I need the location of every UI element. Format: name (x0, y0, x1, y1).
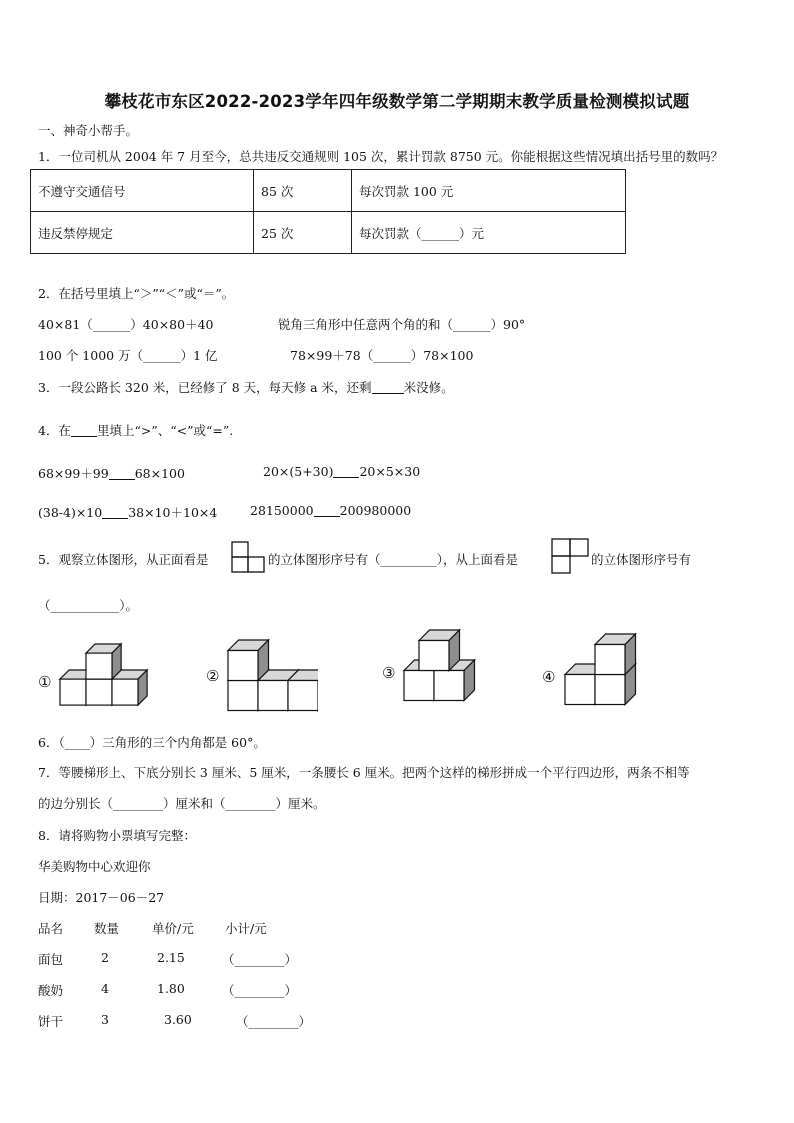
q4-item-c (38, 503, 217, 521)
question-4 (38, 421, 233, 439)
cube-face (258, 681, 288, 711)
answer-cell[interactable]: 每次罚款（______）元 (352, 212, 626, 254)
q4-expr: 28150000 (250, 503, 314, 518)
q4-expr: (38-4)×10 (38, 505, 103, 520)
receipt-store-name: 华美购物中心欢迎你 (38, 859, 151, 874)
table-row (31, 212, 626, 254)
cube-face (86, 679, 112, 705)
cube-figure-1 (58, 642, 150, 712)
cube-face (288, 681, 318, 711)
q3-text-post: 米没修。 (403, 380, 454, 395)
table-cell: 25 次 (254, 212, 352, 254)
q4-expr: 68×100 (134, 466, 185, 481)
cube-face (595, 645, 625, 675)
q4-item-d (250, 503, 411, 518)
table-cell: 每次罚款 100 元 (352, 170, 626, 212)
page-title: 攀枝花市东区2022-2023学年四年级数学第二学期期末教学质量检测模拟试题 (104, 92, 690, 111)
table-cell: 违反禁停规定 (31, 212, 254, 254)
receipt-item-price: 3.60 (164, 1012, 192, 1027)
q5-text-part3: 的立体图形序号有 (591, 552, 692, 567)
figure-label-3: ③ (382, 664, 396, 682)
question-6[interactable]: 6．（____）三角形的三个内角都是 60°。 (38, 735, 266, 750)
q7-line-1: 7．等腰梯形上、下底分别长 3 厘米、5 厘米，一条腰长 6 厘米。把两个这样的梯形拼成一个平行四边形，两条不相等 (38, 765, 690, 780)
q4-item-b (263, 464, 420, 479)
q4-expr: 20×(5+30) (263, 464, 334, 479)
answer-blank[interactable] (109, 467, 135, 480)
cube-figure-4 (563, 632, 655, 712)
figure-label-1: ① (38, 673, 52, 691)
q4-item-a (38, 464, 185, 482)
cube-figure-2 (226, 638, 318, 718)
receipt-item-subtotal[interactable]: （________） (222, 983, 298, 998)
q2-item-c[interactable]: 100 个 1000 万（______）1 亿 (38, 348, 218, 363)
q2-item-a[interactable]: 40×81（______）40×80＋40 (38, 317, 214, 332)
q4-expr: 38×10＋10×4 (128, 505, 218, 520)
receipt-header-subtotal: 小计/元 (225, 921, 267, 936)
table-row (31, 170, 626, 212)
question-1-text: 1．一位司机从 2004 年 7 月至今，总共违反交通规则 105 次，累计罚款 8750 元。你能根据这些情况填出括号里的数吗？ (38, 149, 724, 164)
cube-face (60, 679, 86, 705)
q5-text-part4[interactable]: （___________）。 (38, 598, 139, 613)
q2-item-b[interactable]: 锐角三角形中任意两个角的和（______）90° (278, 317, 526, 332)
receipt-item-subtotal[interactable]: （________） (222, 952, 298, 967)
receipt-item-name: 酸奶 (38, 983, 64, 998)
receipt-item-name: 饼干 (38, 1014, 64, 1029)
table-cell: 不遵守交通信号 (31, 170, 254, 212)
receipt-item-subtotal[interactable]: （________） (236, 1014, 312, 1029)
cube-face (595, 675, 625, 705)
question-8-text: 8．请将购物小票填写完整： (38, 828, 196, 843)
cube-face (86, 653, 112, 679)
receipt-item-qty: 4 (101, 981, 109, 996)
violation-table (30, 169, 626, 254)
answer-blank[interactable] (314, 504, 340, 517)
receipt-header-qty: 数量 (94, 921, 120, 936)
answer-blank[interactable] (333, 465, 359, 478)
cube-figure-3 (402, 628, 494, 708)
section-heading: 一、神奇小帮手。 (38, 123, 139, 138)
receipt-date: 日期：2017－06－27 (38, 890, 165, 905)
q2-item-d[interactable]: 78×99＋78（______）78×100 (290, 348, 474, 363)
cube-face (112, 679, 138, 705)
front-view-shape-icon (231, 541, 265, 573)
cube-face (434, 671, 464, 701)
q4-text-pre: 4．在 (38, 423, 71, 438)
receipt-item-qty: 3 (101, 1012, 109, 1027)
receipt-item-price: 1.80 (157, 981, 185, 996)
q5-text-part2: 的立体图形序号有（_________），从上面看是 (268, 552, 519, 567)
cube-face (565, 675, 595, 705)
receipt-item-name: 面包 (38, 952, 64, 967)
q3-text-pre: 3．一段公路长 320 米，已经修了 8 天，每天修 a 米，还剩 (38, 380, 372, 395)
receipt-item-qty: 2 (101, 950, 109, 965)
q4-expr: 20×5×30 (359, 464, 421, 479)
figure-label-2: ② (206, 667, 220, 685)
answer-blank[interactable] (102, 506, 128, 519)
q5-text-part1: 5．观察立体图形，从正面看是 (38, 552, 209, 567)
q7-line-2[interactable]: 的边分别长（________）厘米和（________）厘米。 (38, 796, 326, 811)
figure-label-4: ④ (542, 668, 556, 686)
q4-text-post: 里填上“>”、“<”或“=”. (96, 423, 234, 438)
receipt-header-item: 品名 (38, 921, 64, 936)
receipt-item-price: 2.15 (157, 950, 185, 965)
receipt-header-price: 单价/元 (152, 921, 194, 936)
q4-expr: 200980000 (339, 503, 412, 518)
cube-face (404, 671, 434, 701)
cube-face (228, 651, 258, 681)
question-2-text: 2．在括号里填上“＞”“＜”或“＝”。 (38, 286, 235, 301)
answer-blank (71, 424, 97, 437)
answer-blank[interactable] (372, 381, 404, 394)
q4-expr: 68×99＋99 (38, 466, 109, 481)
top-view-shape-icon (551, 538, 589, 574)
table-cell: 85 次 (254, 170, 352, 212)
question-3 (38, 378, 454, 396)
cube-face (228, 681, 258, 711)
cube-face (419, 641, 449, 671)
